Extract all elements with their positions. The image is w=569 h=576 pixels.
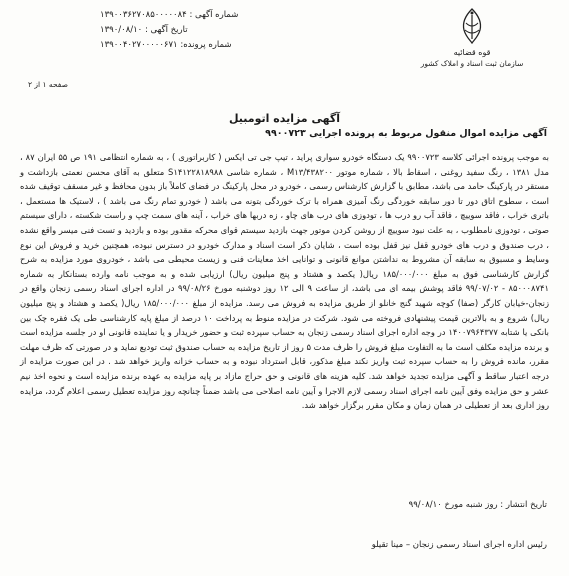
notice-subtitle: آگهی مزایده اموال منقول مربوط به پرونده اجرایی ۹۹۰۰۷۲۳ (265, 128, 547, 139)
notice-title: آگهی مزایده اتومبیل (228, 112, 341, 125)
notice-body: به موجب پرونده اجرائی کلاسه ۹۹۰۰۷۲۳ یک دستگاه خودرو سواری پراید ، تیپ جی تی ایکس ( کاربراتوری ) ، به شماره انتظامی ۱۹۱ ص ۵۵ ایران ۸۷ ، مدل ۱۳۸۱ ، رنگ سفید روغنی ، اسقاط بالا ، شماره موتور M۱۳/۴۳۸۲۰۰ ، شماره شاسی S۱۴۱۲۲۸۱۸۹۸۸ متعلق به آقای محسن نعمتی بازداشت و مستقر در پارکینگ حامد می باشد، مطابق با گزارش کارشناس رسمی ، خودرو در محل پارکینگ در فضای کاملاً باز بدون محافظ و غیر مسقف توقیف شده است ، سطوح اتاق دور تا دور سابقه خوردگی رنگ آمیزی همراه با ترک خوردگی بتونه می باشد ( خودرو تمام رنگ می باشد ) ، لاستیک ها مستعمل ، باتری خراب ، فاقد سوییچ ، فاقد آب رو درب ها ، تودوزی های درب های چاو ، زه دربها های خراب ، آینه های سمت چپ و راست شکسته ، دارای سیستم صوتی ، تودوزی نامطلوب ، به علت نبود سوییچ از روشن کردن موتور جهت بازدید سیستم قوای محرکه مقدور بوده و بازدید و تست فنی میسر واقع نشده ، درب صندوق و درب های خودرو قفل نیز قفل بوده است ، شایان ذکر است اسناد و مدارک خودرو در دسترس نبوده، همچنین خرید و فروش این نوع وسایط و مسبوق به سابقه آن مشروط به نداشتن موانع قانونی و توانایی اخذ معاینات فنی و زیست محیطی می باشد ، خودروی مورد مزایده به شرح گزارش کارشناسی فوق به مبلغ ۱۸۵/۰۰۰/۰۰۰ ریال( یکصد و هشتاد و پنج میلیون ریال) ارزیابی شده و به موجب نامه وارده بستانکار به شماره ۸۵۰۰۰۸۷۴۱ - ۹۹/۰۷/۰۲ فاقد پوشش بیمه ای می باشد، از ساعت ۹ الی ۱۲ روز دوشنبه مورخ ۹۹/۰۸/۲۶ در اداره اجرای اسناد رسمی زنجان واقع در زنجان-خیابان کارگر (صفا) کوچه شهید گنج خانلو از طریق مزایده به فروش می رسد. مزایده از مبلغ ۱۸۵/۰۰۰/۰۰۰ ریال( یکصد و هشتاد و پنج میلیون ریال) شروع و به بالاترین قیمت پیشنهادی فروخته می شود. شرکت در مزایده منوط به پرداخت ۱۰ درصد از مبلغ پایه کارشناسی طی یک فقره چک بین بانکی یا شتابه ۱۴۰۰۷۹۶۴۳۷۷ در وجه اداره اجرای اسناد رسمی زنجان به حساب سپرده ثبت و حضور خریدار و یا نماینده قانونی او در جلسه مزایده است و برنده مزایده مکلف است ما به التفاوت مبلغ فروش را ظرف مدت ۵ روز از تاریخ مزایده به حساب صندوق ثبت توديع نماید و در صورتی که ظرف مهلت مقرر، مانده فروش را به حساب سپرده ثبت واریز نکند مبلغ مذکور، قابل استرداد نبوده و به حساب خزانه واریز خواهد شد . در این صورت مزایده از درجه اعتبار ساقط و آگهی مزایده تجدید خواهد شد. کلیه هزینه های قانونی و حق حراج مازاد بر پایه مزایده به عهده برنده مزایده است و نحوه اخذ نیم عشر و حق مزایده وفق آیین نامه اجرای اسناد رسمی لازم الاجرا و آیین نامه اصلاحی می باشد ضمناً چنانچه روز مزایده تعطیل رسمی اعلام گردد، مزایده روز اداری بعد از تعطیلی در همان زمان و مکان مقرر برگزار خواهد شد. (20, 152, 549, 411)
ad-date: تاریخ آگهی : ۱۳۹۰/۰۸/۱۰ (100, 25, 188, 35)
ad-number: شماره آگهی : ۱۳۹۰۰۳۶۲۷۰۸۵۰۰۰۰۰۸۴ (100, 10, 239, 20)
publish-date: تاریخ انتشار : روز شنبه مورخ ۹۹/۰۸/۱۰ (408, 500, 547, 510)
ad-info-block (100, 8, 400, 53)
emblem-icon (455, 6, 489, 46)
org-subname: سازمان ثبت اسناد و املاک کشور (420, 59, 524, 68)
signature-line: رئیس اداره اجرای اسناد رسمی زنجان – مینا تقیلو (371, 540, 547, 550)
page-number: صفحه ۱ از ۲ (28, 80, 68, 89)
case-number: شماره پرونده: ۱۳۹۰۰۴۰۲۷۰۰۰۰۰۶۷۱ (100, 40, 232, 50)
judiciary-emblem (397, 6, 547, 88)
org-name: قوه قضائیه (453, 48, 491, 57)
